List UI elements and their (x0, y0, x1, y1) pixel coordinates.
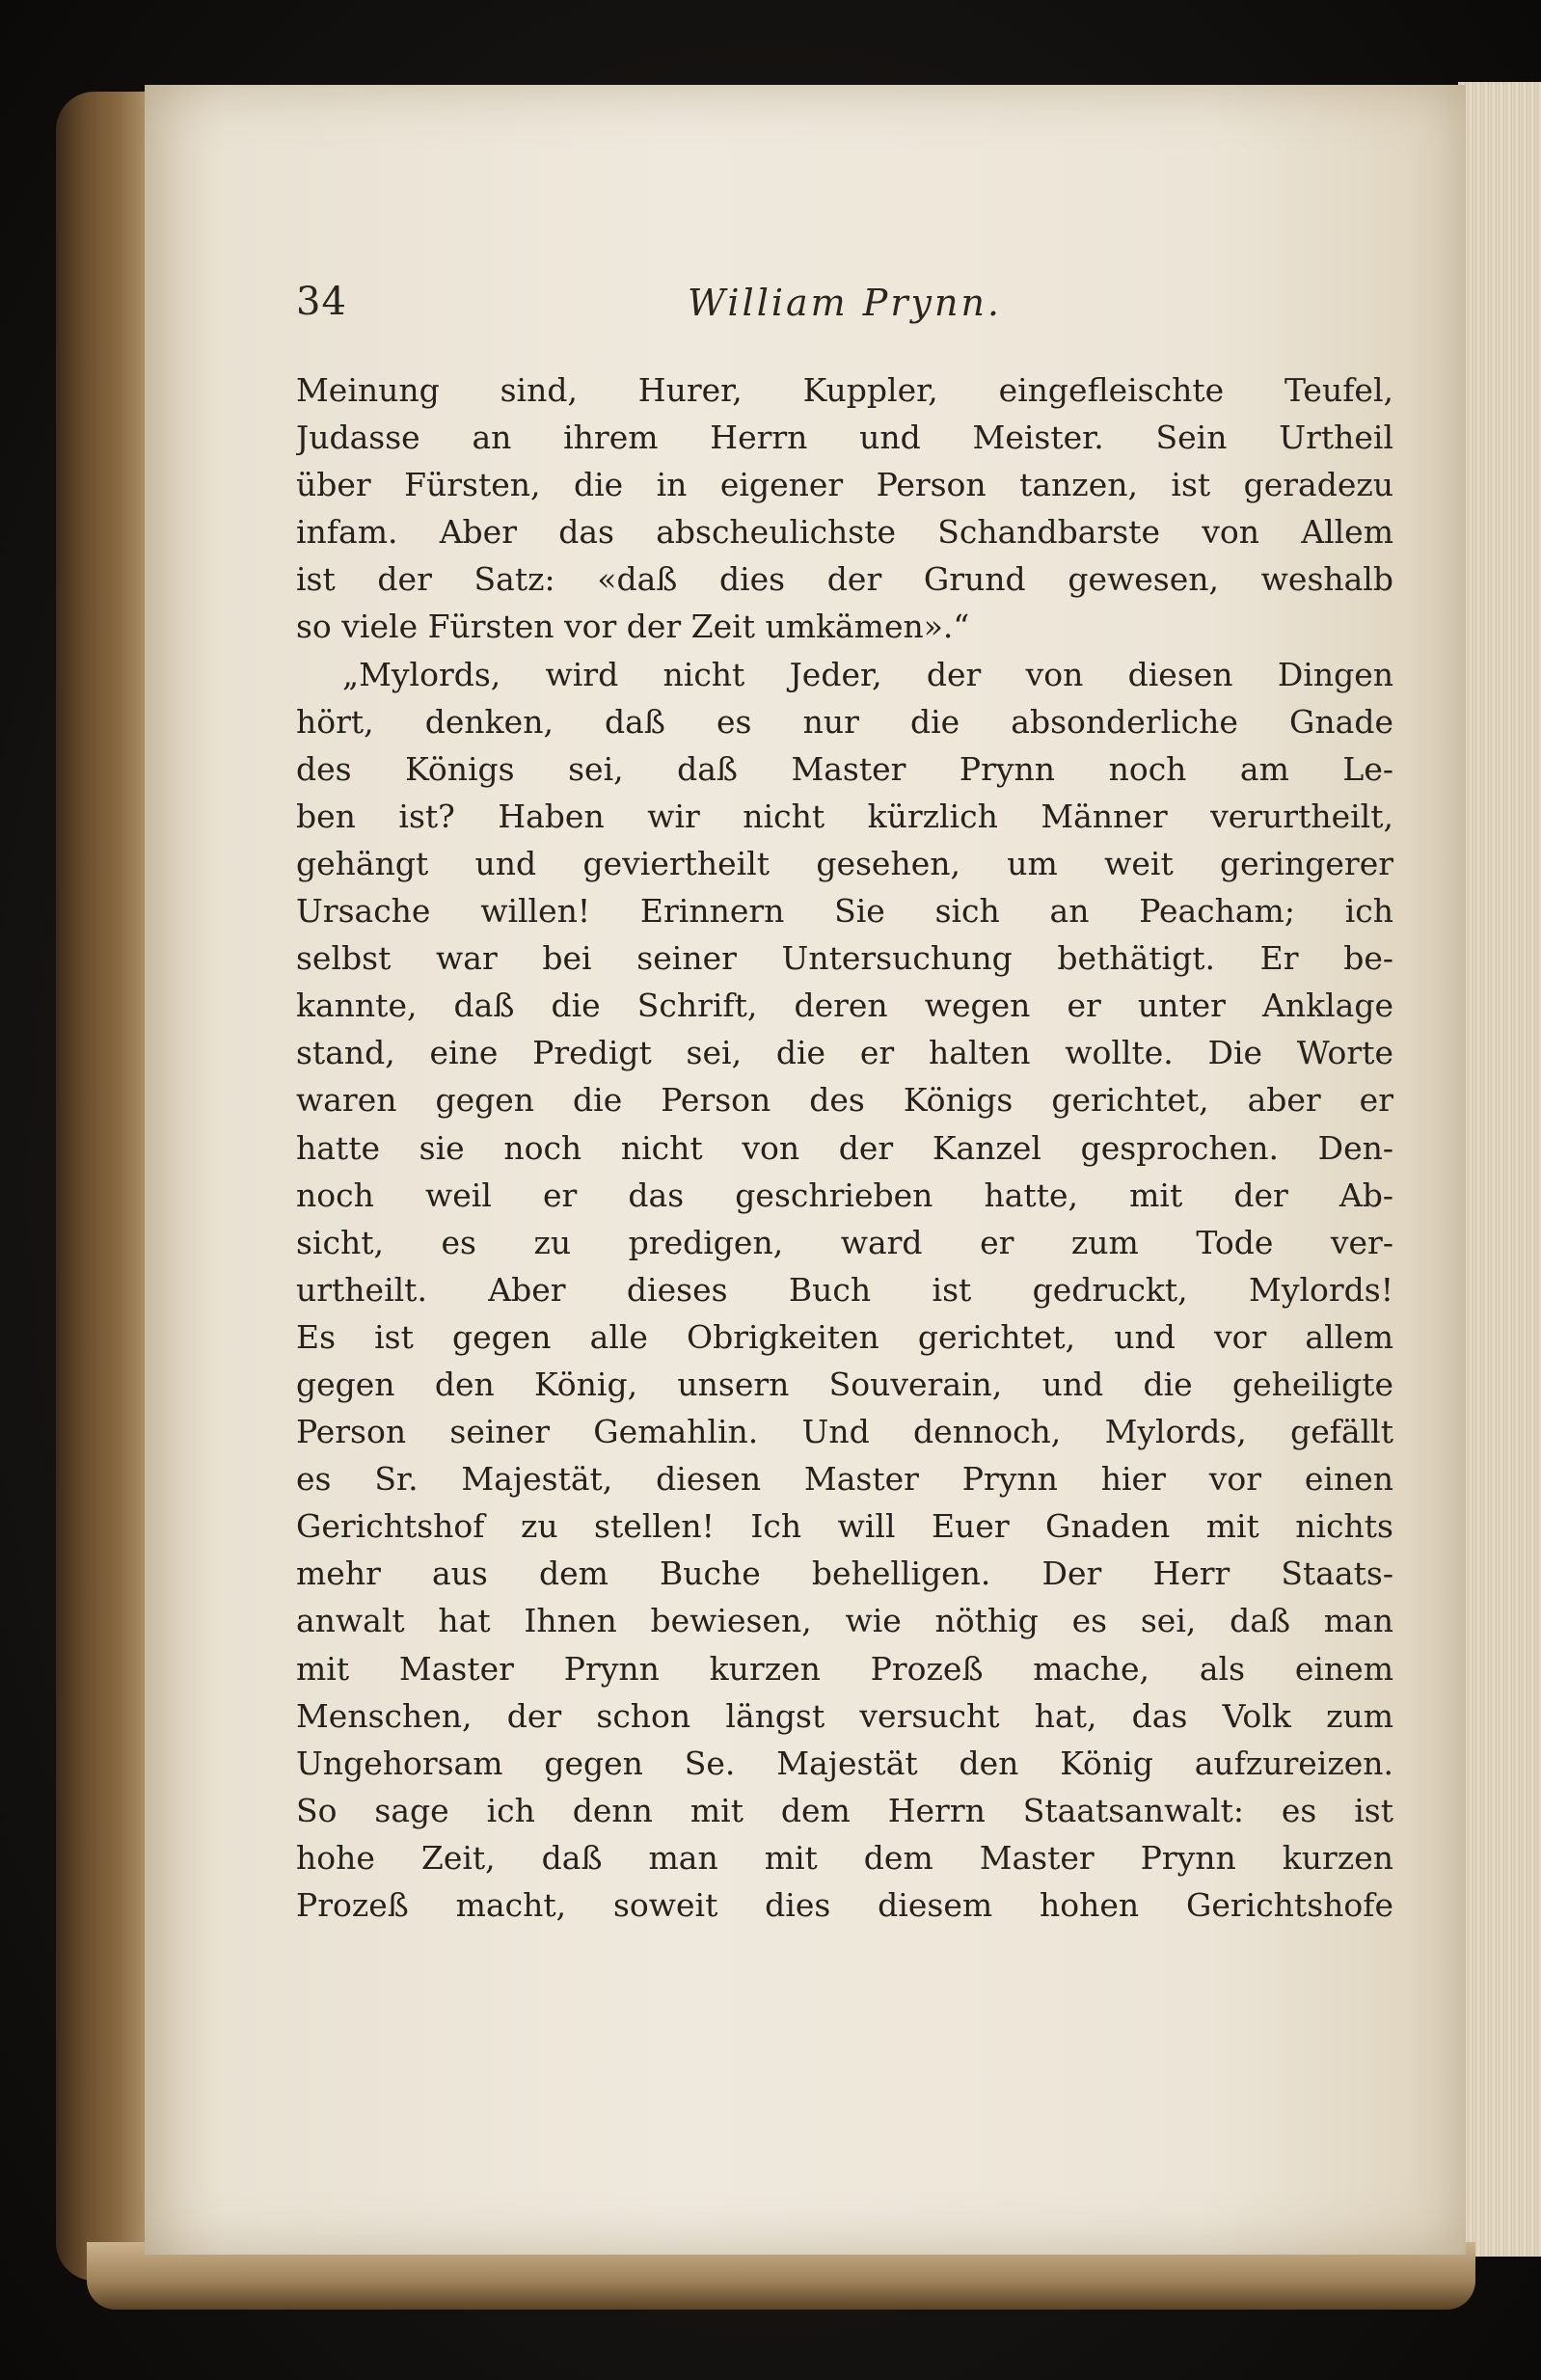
text-line: noch weil er das geschrieben hatte, mit der Ab- (296, 1176, 1393, 1214)
text-line: Gerichtshof zu stellen! Ich will Euer Gnaden mit nichts (296, 1507, 1393, 1546)
text-line: mit Master Prynn kurzen Prozeß mache, als einem (296, 1649, 1393, 1688)
body-text (296, 366, 1393, 1929)
text-line: hört, denken, daß es nur die absonderliche Gnade (296, 702, 1393, 741)
text-line: gehängt und geviertheilt gesehen, um weit geringerer (296, 844, 1393, 882)
text-line: Es ist gegen alle Obrigkeiten gerichtet, und vor allem (296, 1317, 1393, 1356)
running-head: William Prynn. (688, 282, 1002, 324)
text-line: Prozeß macht, soweit dies diesem hohen Gerichtshofe (296, 1886, 1393, 1924)
text-line: Meinung sind, Hurer, Kuppler, eingefleischte Teufel, (296, 371, 1393, 409)
text-line: urtheilt. Aber dieses Buch ist gedruckt, Mylords! (296, 1270, 1393, 1309)
text-line: infam. Aber das abscheulichste Schandbarste von Allem (296, 513, 1393, 552)
text-line: hohe Zeit, daß man mit dem Master Prynn kurzen (296, 1838, 1393, 1877)
text-line: über Fürsten, die in eigener Person tanzen, ist geradezu (296, 466, 1393, 504)
text-line: stand, eine Predigt sei, die er halten wollte. Die Worte (296, 1034, 1393, 1072)
text-line: Judasse an ihrem Herrn und Meister. Sein Urtheil (296, 419, 1393, 457)
text-line: es Sr. Majestät, diesen Master Prynn hier vor einen (296, 1460, 1393, 1499)
text-line: Menschen, der schon längst versucht hat, das Volk zum (296, 1696, 1393, 1735)
text-line: ben ist? Haben wir nicht kürzlich Männer verurtheilt, (296, 797, 1393, 835)
book-right-page-stack (1458, 82, 1541, 2257)
text-line: mehr aus dem Buche behelligen. Der Herr Staats- (296, 1555, 1393, 1593)
text-line: so viele Fürsten vor der Zeit umkämen».“ (296, 608, 970, 646)
text-line: selbst war bei seiner Untersuchung bethätigt. Er be- (296, 939, 1393, 978)
text-line: Ursache willen! Erinnern Sie sich an Peacham; ich (296, 892, 1393, 931)
text-line: Person seiner Gemahlin. Und dennoch, Mylords, gefällt (296, 1413, 1393, 1451)
text-line: ist der Satz: «daß dies der Grund gewesen, weshalb (296, 560, 1393, 599)
text-line: des Königs sei, daß Master Prynn noch am Le- (296, 749, 1393, 788)
page-number: 34 (296, 280, 347, 324)
text-line: anwalt hat Ihnen bewiesen, wie nöthig es sei, daß man (296, 1602, 1393, 1640)
text-line: hatte sie noch nicht von der Kanzel gesprochen. Den- (296, 1128, 1393, 1167)
text-line: sicht, es zu predigen, ward er zum Tode ver- (296, 1223, 1393, 1261)
text-line: So sage ich denn mit dem Herrn Staatsanwalt: es ist (296, 1791, 1393, 1829)
text-line: Ungehorsam gegen Se. Majestät den König aufzureizen. (296, 1744, 1393, 1782)
text-line: gegen den König, unsern Souverain, und die geheiligte (296, 1365, 1393, 1403)
page-header (296, 280, 1393, 338)
text-line: kannte, daß die Schrift, deren wegen er unter Anklage (296, 987, 1393, 1025)
text-line: „Mylords, wird nicht Jeder, der von diesen Dingen (342, 655, 1393, 693)
text-line: waren gegen die Person des Königs gerichtet, aber er (296, 1081, 1393, 1120)
